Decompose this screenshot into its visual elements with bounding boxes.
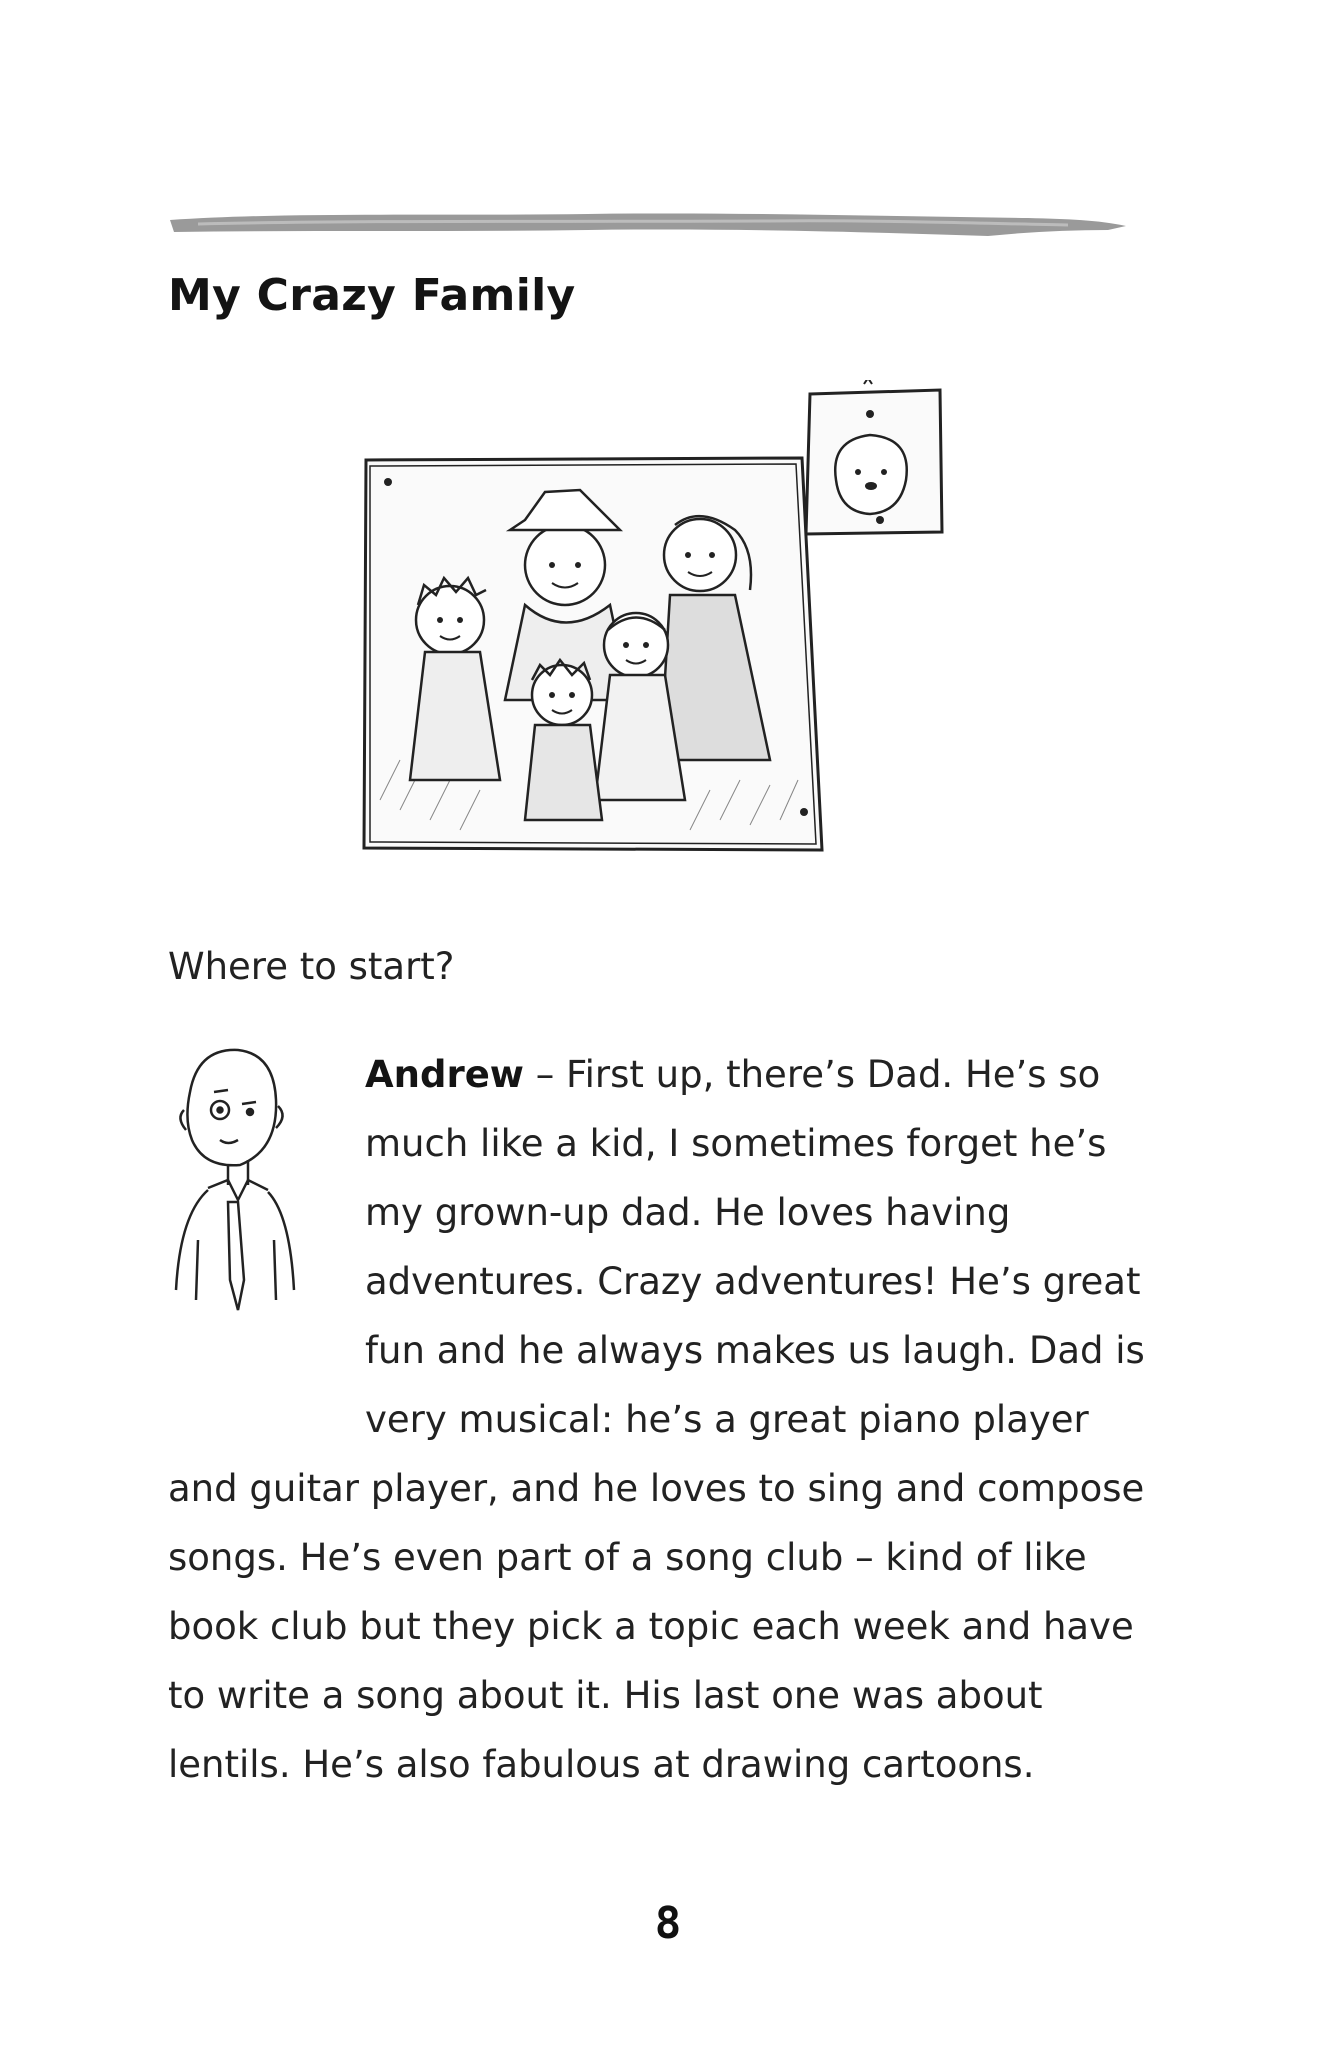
family-photo-illustration bbox=[340, 380, 960, 860]
dad-portrait-illustration bbox=[168, 1040, 328, 1360]
paragraph-line: songs. He’s even part of a song club – kind of like bbox=[168, 1536, 1087, 1579]
paragraph-full bbox=[168, 1454, 1148, 1799]
paragraph-line: my grown-up dad. He loves having bbox=[365, 1191, 1011, 1234]
paragraph-line: book club but they pick a topic each week and have bbox=[168, 1605, 1134, 1648]
paragraph-line: much like a kid, I sometimes forget he’s bbox=[365, 1122, 1107, 1165]
paragraph-line: and guitar player, and he loves to sing and compose bbox=[168, 1467, 1145, 1510]
intro-line: Where to start? bbox=[168, 945, 455, 988]
paragraph-line: fun and he always makes us laugh. Dad is bbox=[365, 1329, 1145, 1372]
paragraph-line: to write a song about it. His last one was about bbox=[168, 1674, 1043, 1717]
page-title: My Crazy Family bbox=[168, 270, 576, 321]
brush-divider bbox=[168, 206, 1130, 248]
page-number: 8 bbox=[654, 1898, 682, 1949]
paragraph-line bbox=[365, 1040, 1145, 1109]
paragraph-line: lentils. He’s also fabulous at drawing cartoons. bbox=[168, 1743, 1035, 1786]
paragraph-line: very musical: he’s a great piano player bbox=[365, 1398, 1089, 1441]
speaker-name: Andrew bbox=[365, 1053, 524, 1096]
paragraph-line-text: – First up, there’s Dad. He’s so bbox=[523, 1053, 1101, 1096]
paragraph-indented bbox=[365, 1040, 1145, 1454]
paragraph-line: adventures. Crazy adventures! He’s great bbox=[365, 1260, 1141, 1303]
